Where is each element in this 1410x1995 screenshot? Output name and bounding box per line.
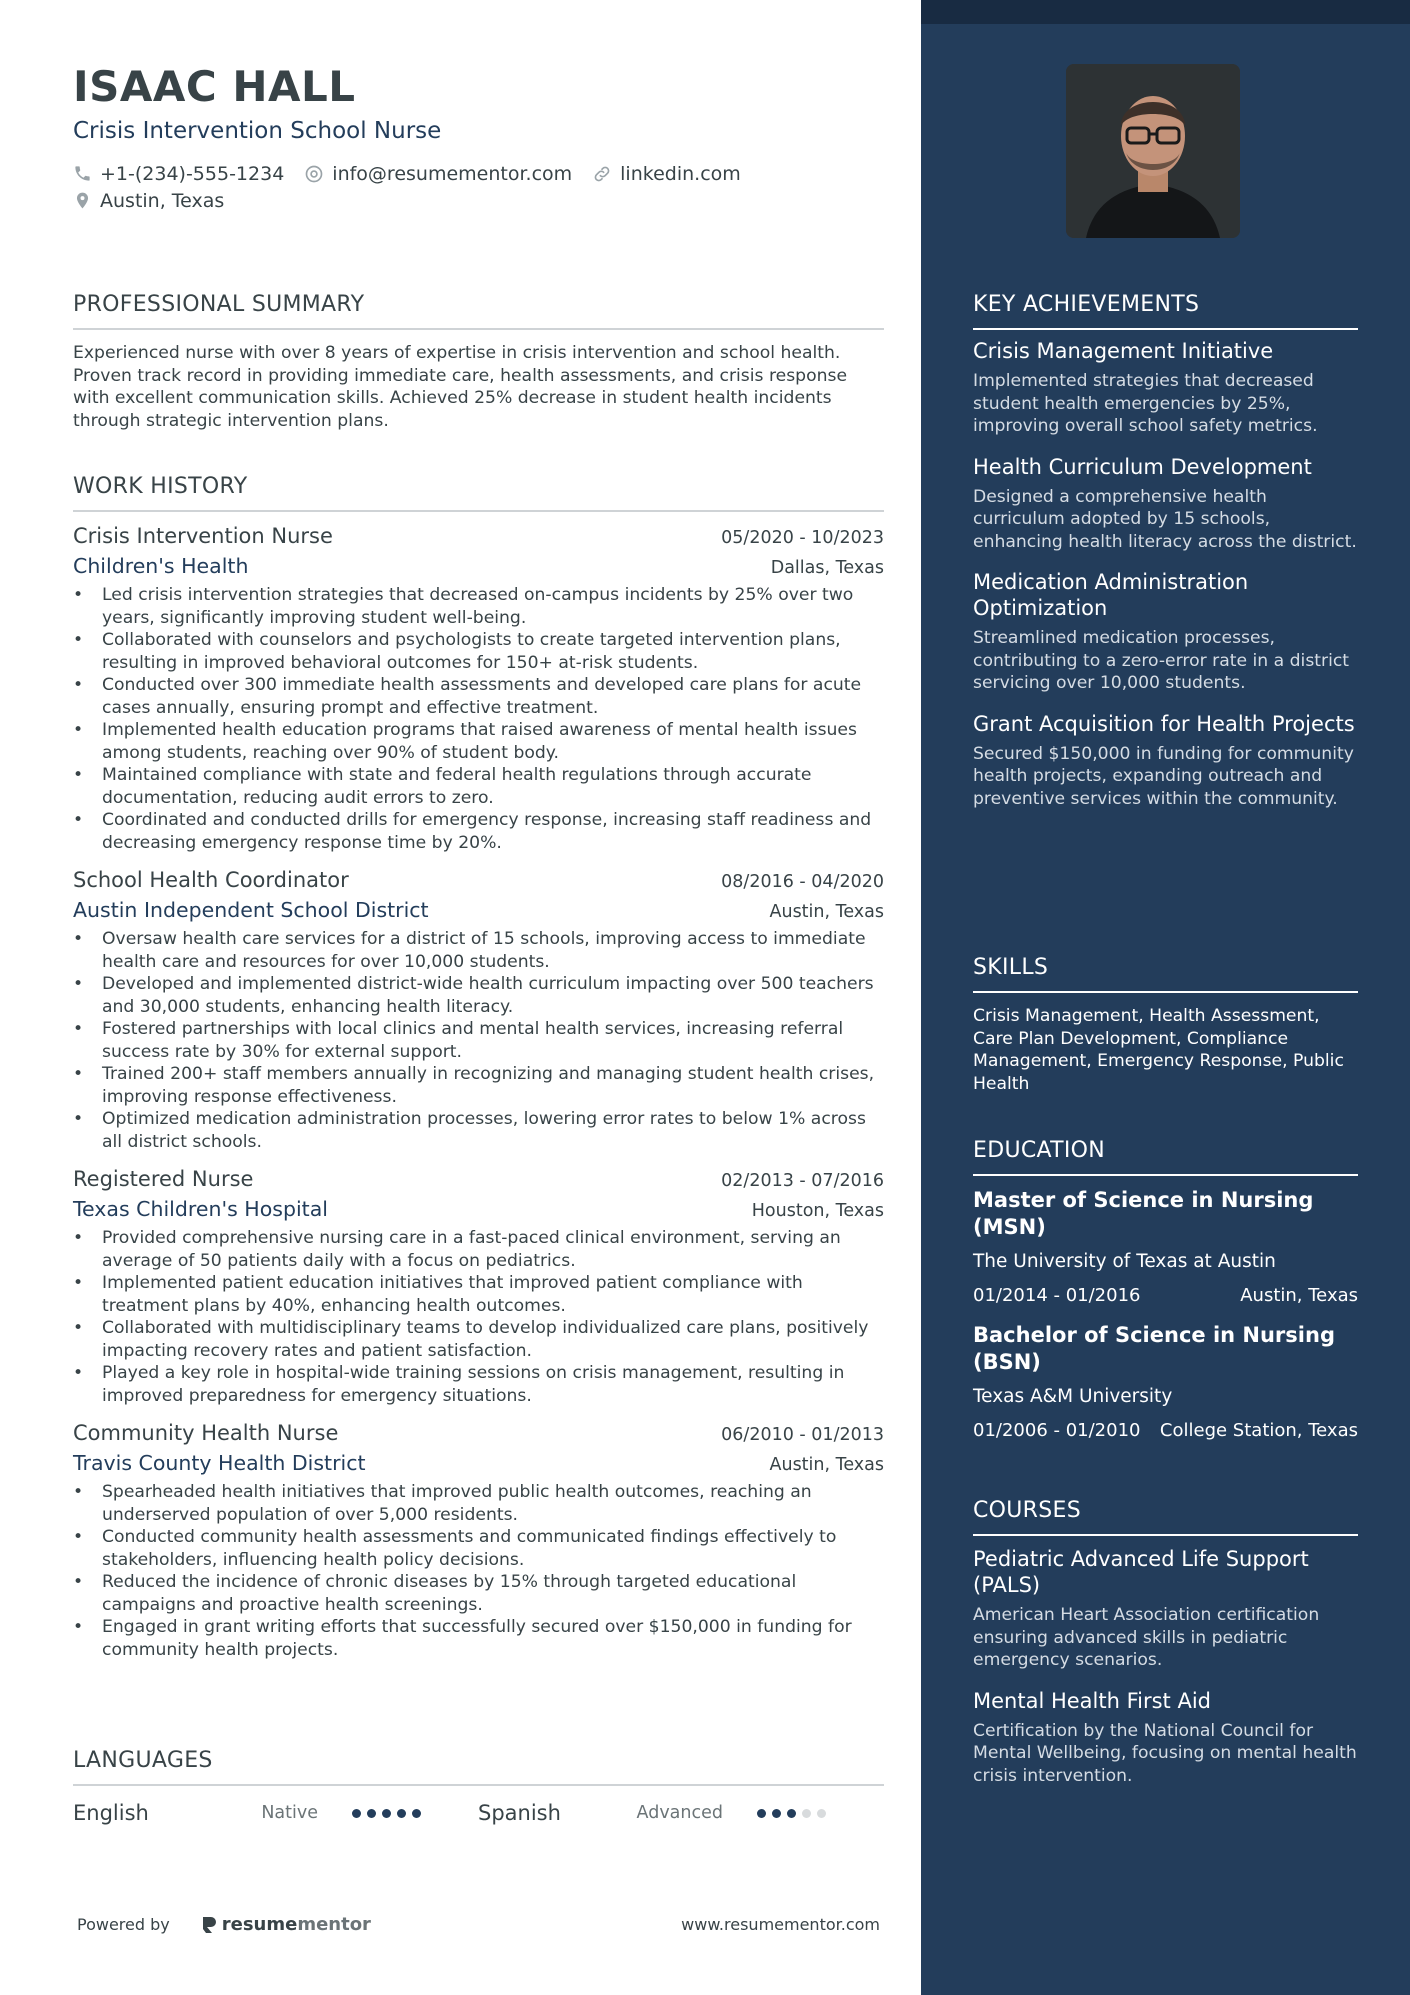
job-bullet: • Reduced the incidence of chronic diseases by 15% through targeted educational campaigns and proactive health screenings. <box>73 1571 884 1616</box>
job-bullet: • Fostered partnerships with local clinics and mental health services, increasing referral success rate by 30% for external support. <box>73 1018 884 1063</box>
achievement-title: Health Curriculum Development <box>973 454 1312 479</box>
candidate-title: Crisis Intervention School Nurse <box>73 118 442 144</box>
job-company: Austin Independent School District <box>73 898 429 922</box>
language-name: English <box>73 1801 149 1825</box>
job-bullets <box>73 928 884 1153</box>
phone-text: +1-(234)-555-1234 <box>100 162 285 185</box>
job-location: Austin, Texas <box>769 1455 884 1475</box>
rating-dot-filled <box>787 1809 796 1818</box>
job-title: Community Health Nurse <box>73 1421 339 1445</box>
job-bullet: • Engaged in grant writing efforts that successfully secured over $150,000 in funding for community health projects. <box>73 1616 884 1661</box>
location-text: Austin, Texas <box>100 189 225 212</box>
achievement-item <box>973 711 1358 811</box>
job-dates: 08/2016 - 04/2020 <box>721 872 884 892</box>
achievement-desc: Implemented strategies that decreased student health emergencies by 25%, improving overall school safety metrics. <box>973 371 1318 436</box>
job-entry <box>73 1167 884 1407</box>
achievement-item <box>973 569 1358 695</box>
achievement-desc: Secured $150,000 in funding for community health projects, expanding outreach and preventive services within the community. <box>973 743 1354 809</box>
job-bullet: • Optimized medication administration processes, lowering error rates to below 1% across all district schools. <box>73 1108 884 1153</box>
achievements-list <box>973 338 1358 826</box>
education-dates: 01/2014 - 01/2016 <box>973 1285 1141 1306</box>
job-bullets <box>73 584 884 854</box>
job-entry <box>73 1421 884 1661</box>
sidebar-top-band <box>921 0 1410 24</box>
job-dates: 05/2020 - 10/2023 <box>721 528 884 548</box>
job-bullet: • Oversaw health care services for a district of 15 schools, improving access to immediate health care and resources for over 10,000 students. <box>73 928 884 973</box>
languages-list <box>73 1796 884 1830</box>
education-location: Austin, Texas <box>1240 1285 1358 1306</box>
language-rating <box>352 1809 427 1818</box>
job-dates: 02/2013 - 07/2016 <box>721 1171 884 1191</box>
job-entry <box>73 524 884 854</box>
language-item <box>73 1796 478 1830</box>
rating-dot-filled <box>352 1809 361 1818</box>
courses-list <box>973 1546 1358 1803</box>
contact-email[interactable] <box>304 163 572 185</box>
job-bullet: • Provided comprehensive nursing care in a fast-paced clinical environment, serving an average of 50 patients daily with a focus on pediatrics. <box>73 1227 884 1272</box>
job-bullet: • Collaborated with multidisciplinary teams to develop individualized care plans, positively impacting recovery rates and patient satisfaction. <box>73 1317 884 1362</box>
achievement-title: Grant Acquisition for Health Projects <box>973 711 1355 736</box>
footer-website[interactable]: www.resumementor.com <box>681 1915 880 1934</box>
linkedin-text: linkedin.com <box>620 162 741 185</box>
language-level: Advanced <box>636 1803 723 1823</box>
contact-phone[interactable] <box>73 163 284 185</box>
powered-by-label: Powered by <box>77 1915 170 1934</box>
at-icon <box>304 164 324 184</box>
rating-dot-empty <box>802 1809 811 1818</box>
job-location: Houston, Texas <box>751 1201 884 1221</box>
job-location: Dallas, Texas <box>770 558 884 578</box>
brand-name-bold: resume <box>221 1914 298 1935</box>
languages-heading: LANGUAGES <box>73 1748 884 1786</box>
job-bullet: • Maintained compliance with state and federal health regulations through accurate documentation, reducing audit errors to zero. <box>73 764 884 809</box>
education-school: The University of Texas at Austin <box>973 1251 1276 1272</box>
job-company: Texas Children's Hospital <box>73 1197 328 1221</box>
job-dates: 06/2010 - 01/2013 <box>721 1425 884 1445</box>
summary-heading: PROFESSIONAL SUMMARY <box>73 292 884 330</box>
rating-dot-filled <box>367 1809 376 1818</box>
rating-dot-filled <box>772 1809 781 1818</box>
skills-heading: SKILLS <box>973 955 1358 993</box>
education-school: Texas A&M University <box>973 1386 1173 1407</box>
education-degree: Bachelor of Science in Nursing (BSN) <box>973 1323 1335 1374</box>
education-dates: 01/2006 - 01/2010 <box>973 1420 1141 1441</box>
job-bullet: • Coordinated and conducted drills for emergency response, increasing staff readiness and decreasing emergency response time by 20%. <box>73 809 884 854</box>
education-item <box>973 1322 1358 1441</box>
contact-info <box>73 160 893 214</box>
job-bullet: • Implemented health education programs that raised awareness of mental health issues among students, reaching over 90% of student body. <box>73 719 884 764</box>
course-item <box>973 1688 1358 1788</box>
job-bullet: • Implemented patient education initiatives that improved patient compliance with treatment plans by 40%, enhancing health outcomes. <box>73 1272 884 1317</box>
job-bullet: • Conducted community health assessments and communicated findings effectively to stakeholders, influencing health policy decisions. <box>73 1526 884 1571</box>
job-bullet: • Played a key role in hospital-wide training sessions on crisis management, resulting in improved preparedness for emergency situations. <box>73 1362 884 1407</box>
course-title: Pediatric Advanced Life Support (PALS) <box>973 1547 1309 1597</box>
education-location: College Station, Texas <box>1159 1420 1358 1441</box>
rating-dot-empty <box>817 1809 826 1818</box>
candidate-name: ISAAC HALL <box>73 62 356 111</box>
achievement-item <box>973 454 1358 554</box>
contact-location <box>73 190 224 212</box>
job-entry <box>73 868 884 1153</box>
job-title: Crisis Intervention Nurse <box>73 524 333 548</box>
achievement-desc: Streamlined medication processes, contributing to a zero-error rate in a district servicing over 10,000 students. <box>973 628 1350 693</box>
language-item <box>478 1796 883 1830</box>
job-bullet: • Led crisis intervention strategies that decreased on-campus incidents by 25% over two years, significantly improving student well-being. <box>73 584 884 629</box>
job-bullet: • Conducted over 300 immediate health assessments and developed care plans for acute cases annually, ensuring prompt and effective treatment. <box>73 674 884 719</box>
rating-dot-filled <box>382 1809 391 1818</box>
course-item <box>973 1546 1358 1672</box>
achievements-heading: KEY ACHIEVEMENTS <box>973 292 1358 330</box>
language-level: Native <box>261 1803 318 1823</box>
brand-logo[interactable] <box>200 1914 371 1935</box>
powered-by <box>77 1914 371 1935</box>
job-location: Austin, Texas <box>769 902 884 922</box>
rating-dot-filled <box>397 1809 406 1818</box>
course-desc: Certification by the National Council for Mental Wellbeing, focusing on mental health crisis intervention. <box>973 1720 1357 1786</box>
achievement-title: Medication Administration Optimization <box>973 570 1249 620</box>
summary-text: Experienced nurse with over 8 years of expertise in crisis intervention and school health. Proven track record in providing immediate care, health assessments, and crisis response with excellent communication skills. Achieved 25% decrease in student health incidents through strategic intervention plans. <box>73 343 848 431</box>
job-title: School Health Coordinator <box>73 868 349 892</box>
sidebar <box>921 0 1410 1995</box>
profile-photo <box>1066 64 1240 238</box>
job-bullet: • Spearheaded health initiatives that improved public health outcomes, reaching an underserved population of over 5,000 residents. <box>73 1481 884 1526</box>
courses-heading: COURSES <box>973 1498 1358 1536</box>
achievement-item <box>973 338 1358 438</box>
brand-name-light: mentor <box>297 1914 371 1935</box>
language-name: Spanish <box>478 1801 561 1825</box>
email-text: info@resumementor.com <box>332 162 573 185</box>
job-bullets <box>73 1481 884 1661</box>
job-bullet: • Trained 200+ staff members annually in recognizing and managing student health crises, improving response effectiveness. <box>73 1063 884 1108</box>
work-history-heading: WORK HISTORY <box>73 474 884 512</box>
education-heading: EDUCATION <box>973 1138 1358 1176</box>
education-degree: Master of Science in Nursing (MSN) <box>973 1188 1314 1239</box>
job-title: Registered Nurse <box>73 1167 254 1191</box>
achievement-title: Crisis Management Initiative <box>973 339 1274 363</box>
work-history <box>73 524 884 1675</box>
avatar <box>1066 64 1240 238</box>
achievement-desc: Designed a comprehensive health curriculum adopted by 15 schools, enhancing health literacy across the district. <box>973 486 1357 552</box>
education-item <box>973 1187 1358 1306</box>
job-company: Travis County Health District <box>73 1451 366 1475</box>
link-icon <box>592 164 612 184</box>
footer <box>77 1914 880 1935</box>
job-bullet: • Collaborated with counselors and psychologists to create targeted intervention plans, resulting in improved behavioral outcomes for 150+ at-risk students. <box>73 629 884 674</box>
language-rating <box>757 1809 832 1818</box>
phone-icon <box>73 164 92 183</box>
job-company: Children's Health <box>73 554 249 578</box>
rating-dot-filled <box>757 1809 766 1818</box>
skills-text: Crisis Management, Health Assessment, Care Plan Development, Compliance Management, Emergency Response, Public Health <box>973 1006 1344 1094</box>
contact-linkedin[interactable] <box>592 163 741 185</box>
education-list <box>973 1187 1358 1457</box>
location-pin-icon <box>73 191 92 210</box>
resumementor-logo-icon <box>200 1915 218 1935</box>
job-bullets <box>73 1227 884 1407</box>
course-title: Mental Health First Aid <box>973 1688 1211 1713</box>
job-bullet: • Developed and implemented district-wide health curriculum impacting over 500 teachers and 30,000 students, enhancing health literacy. <box>73 973 884 1018</box>
course-desc: American Heart Association certification ensuring advanced skills in pediatric emergency scenarios. <box>973 1605 1320 1670</box>
rating-dot-filled <box>412 1809 421 1818</box>
